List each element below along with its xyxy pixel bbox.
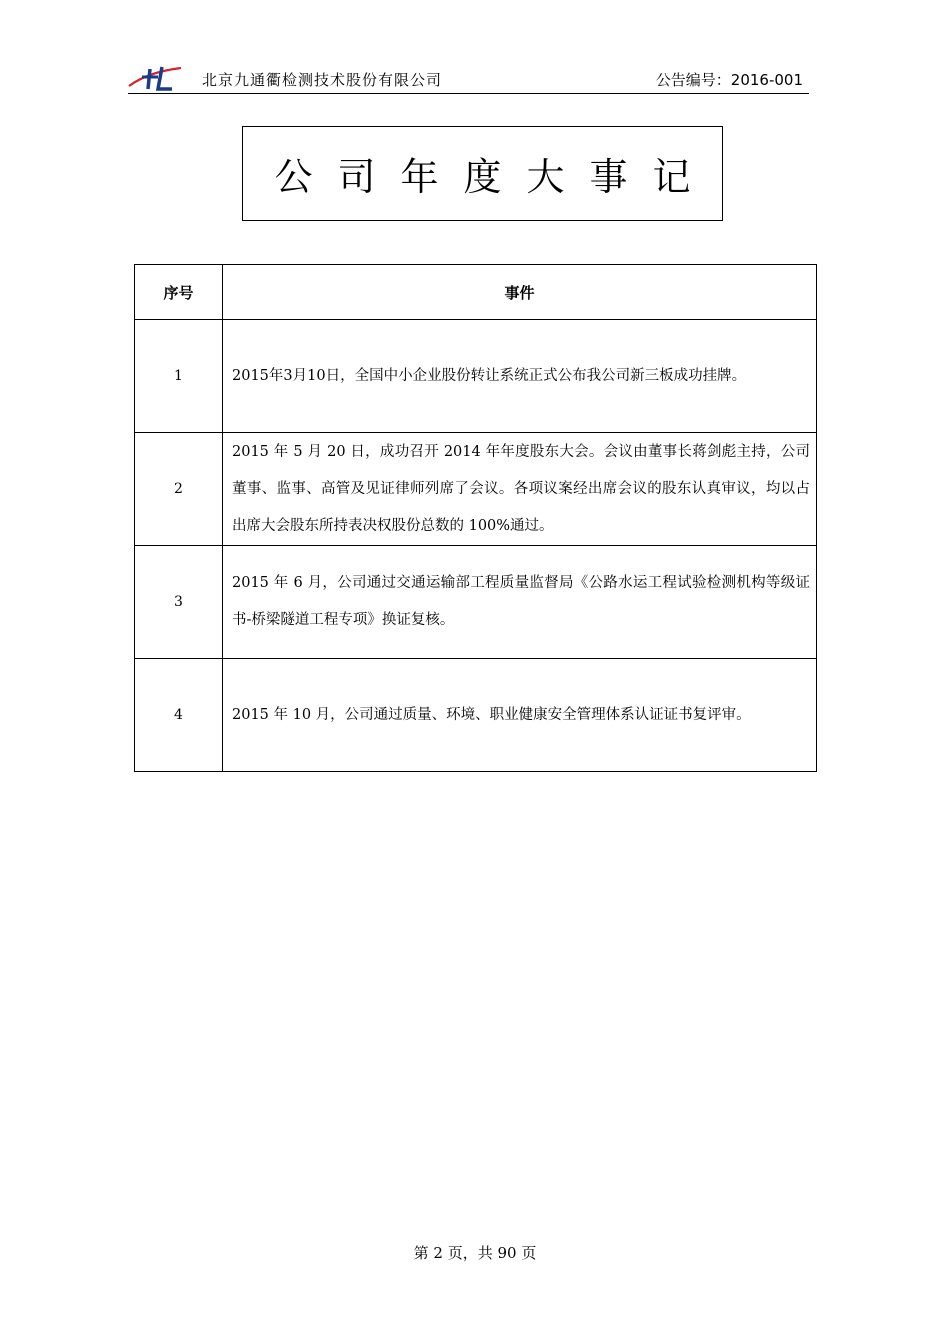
column-header-event: 事件 bbox=[223, 265, 817, 320]
page-header bbox=[128, 60, 809, 94]
row-index: 1 bbox=[135, 320, 223, 433]
table-row bbox=[135, 433, 817, 546]
table-row bbox=[135, 320, 817, 433]
title-box bbox=[242, 126, 723, 221]
events-table bbox=[134, 264, 817, 772]
column-header-index: 序号 bbox=[135, 265, 223, 320]
row-index: 3 bbox=[135, 546, 223, 659]
page-footer: 第 2 页，共 90 页 bbox=[413, 1244, 537, 1262]
table-row bbox=[135, 659, 817, 772]
table-header-row bbox=[135, 265, 817, 320]
table-row bbox=[135, 546, 817, 659]
row-event: 2015年3月10日，全国中小企业股份转让系统正式公布我公司新三板成功挂牌。 bbox=[223, 320, 817, 433]
row-index: 2 bbox=[135, 433, 223, 546]
company-logo-icon bbox=[128, 62, 182, 92]
notice-number: 公告编号：2016-001 bbox=[655, 71, 803, 89]
row-event: 2015 年 10 月，公司通过质量、环境、职业健康安全管理体系认证证书复评审。 bbox=[223, 659, 817, 772]
page-title: 公司年度大事记 bbox=[274, 155, 716, 199]
company-name: 北京九通衢检测技术股份有限公司 bbox=[202, 71, 443, 89]
row-event: 2015 年 5 月 20 日，成功召开 2014 年年度股东大会。会议由董事长蒋剑彪主持，公司董事、监事、高管及见证律师列席了会议。各项议案经出席会议的股东认真审议，均以占出席大会股东所持表决权股份总数的 100%通过。 bbox=[223, 433, 817, 546]
row-index: 4 bbox=[135, 659, 223, 772]
row-event: 2015 年 6 月，公司通过交通运输部工程质量监督局《公路水运工程试验检测机构等级证书-桥梁隧道工程专项》换证复核。 bbox=[223, 546, 817, 659]
header-divider bbox=[128, 93, 809, 94]
